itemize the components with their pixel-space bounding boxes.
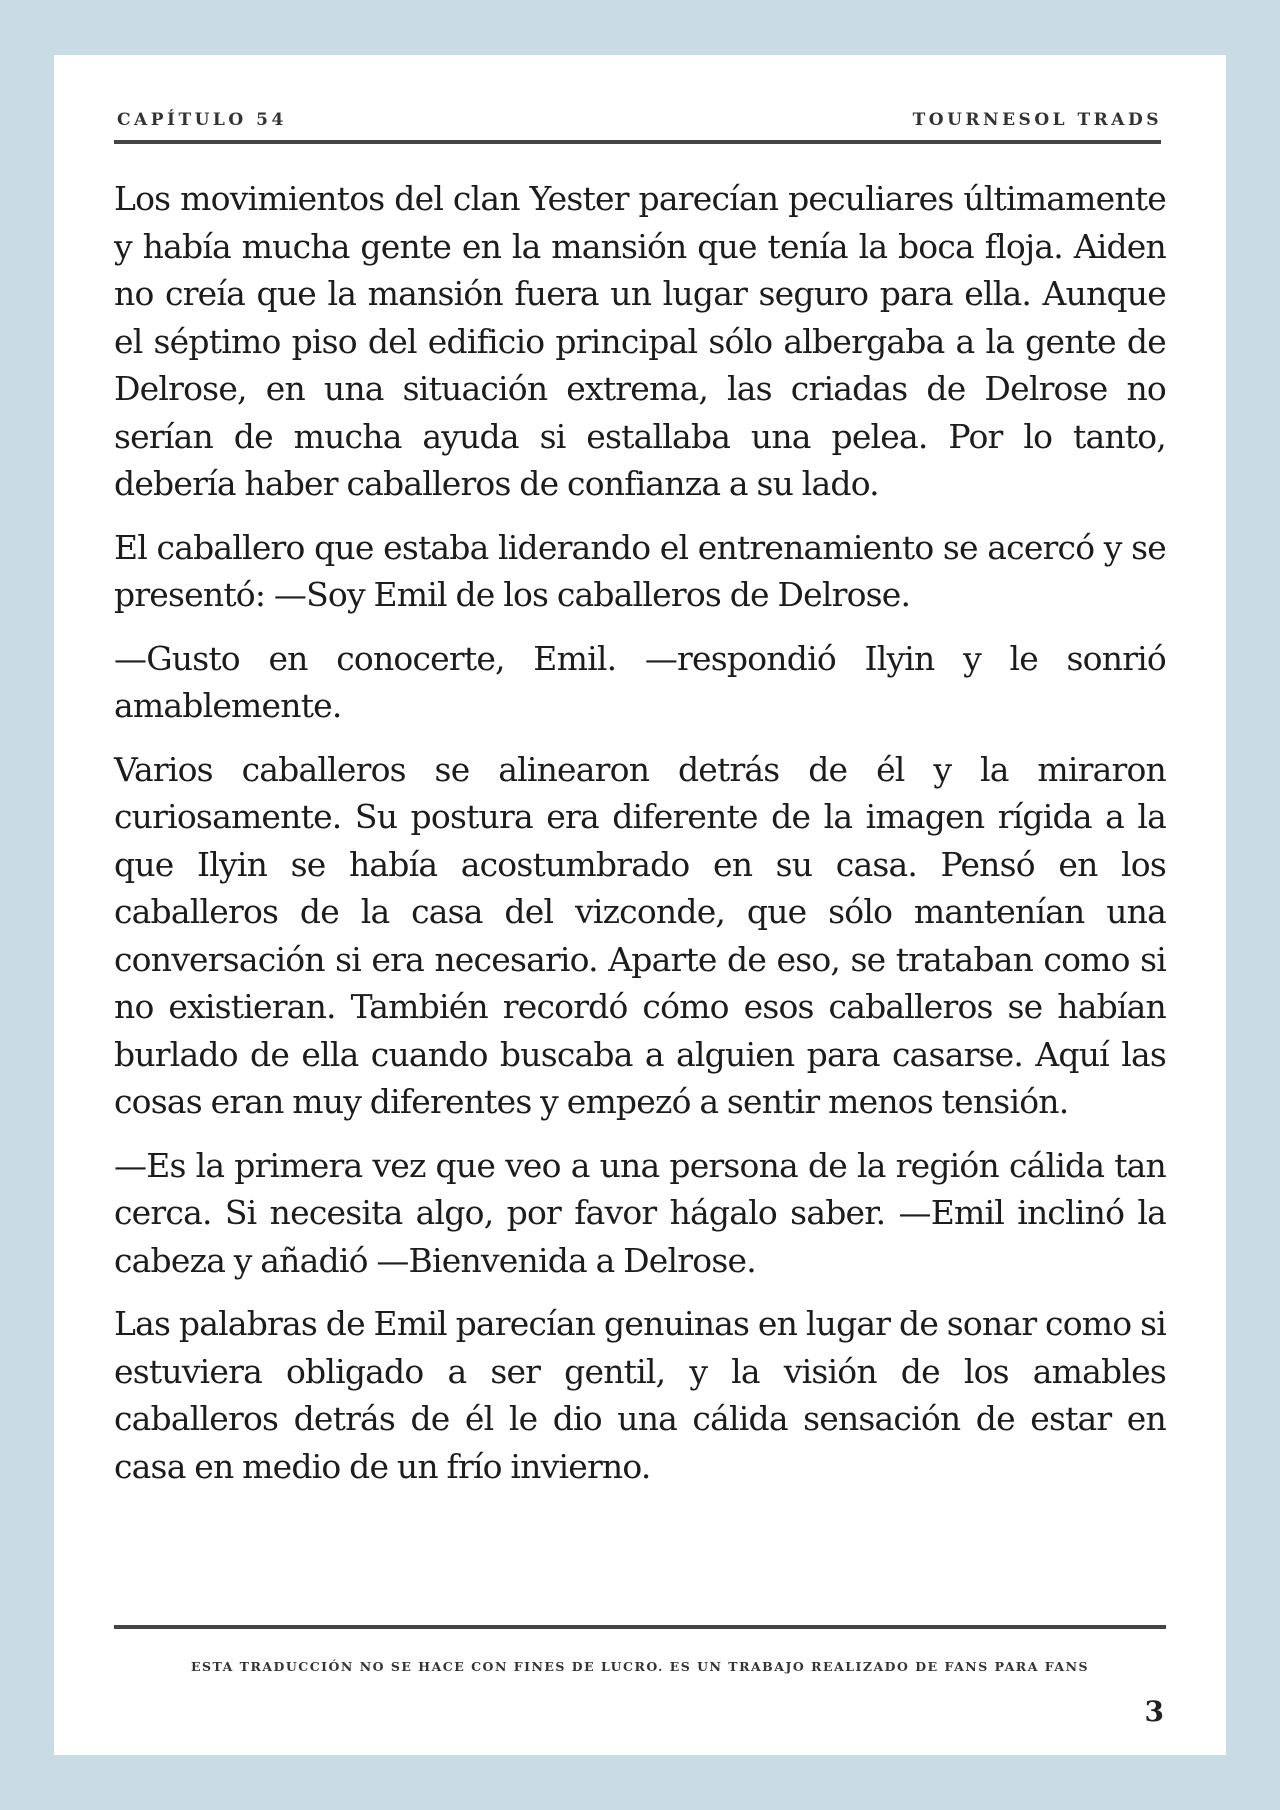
page-number: 3 <box>1144 1695 1164 1728</box>
header-divider <box>114 140 1161 144</box>
page-header <box>117 105 1162 135</box>
footer-disclaimer: ESTA TRADUCCIÓN NO SE HACE CON FINES DE LUCRO. ES UN TRABAJO REALIZADO DE FANS PARA FANS <box>190 1659 1090 1674</box>
paragraph: Las palabras de Emil parecían genuinas en lugar de sonar como si estuviera obligado a ser gentil, y la visión de los amables caballeros detrás de él le dio una cálida sensación de estar en casa en medio de un frío invierno. <box>114 1304 1166 1486</box>
translator-group-label: TOURNESOL TRADS <box>912 110 1162 130</box>
paragraph: El caballero que estaba liderando el entrenamiento se acercó y se presentó: —Soy Emil de los caballeros de Delrose. <box>114 527 1166 614</box>
paragraph: —Gusto en conocerte, Emil. —respondió Ilyin y le sonrió amablemente. <box>114 638 1166 725</box>
document-page <box>54 55 1226 1755</box>
chapter-body <box>114 175 1166 1506</box>
paragraph: —Es la primera vez que veo a una persona de la región cálida tan cerca. Si necesita algo, por favor hágalo saber. —Emil inclinó la cabeza y añadió —Bienvenida a Delrose. <box>114 1145 1166 1280</box>
paragraph: Los movimientos del clan Yester parecían peculiares últimamente y había mucha gente en la mansión que tenía la boca floja. Aiden no creía que la mansión fuera un lugar seguro para ella. Aunque el séptimo piso del edificio principal sólo albergaba a la gente de Delrose, en una situación extrema, las criadas de Delrose no serían de mucha ayuda si estallaba una pelea. Por lo tanto, debería haber caballeros de confianza a su lado. <box>114 179 1166 503</box>
chapter-label: CAPÍTULO 54 <box>117 110 287 130</box>
footer-divider <box>114 1625 1166 1629</box>
paragraph: Varios caballeros se alinearon detrás de él y la miraron curiosamente. Su postura era diferente de la imagen rígida a la que Ilyin se había acostumbrado en su casa. Pensó en los caballeros de la casa del vizconde, que sólo mantenían una conversación si era necesario. Aparte de eso, se trataban como si no existieran. También recordó cómo esos caballeros se habían burlado de ella cuando buscaba a alguien para casarse. Aquí las cosas eran muy diferentes y empezó a sentir menos tensión. <box>114 749 1166 1121</box>
